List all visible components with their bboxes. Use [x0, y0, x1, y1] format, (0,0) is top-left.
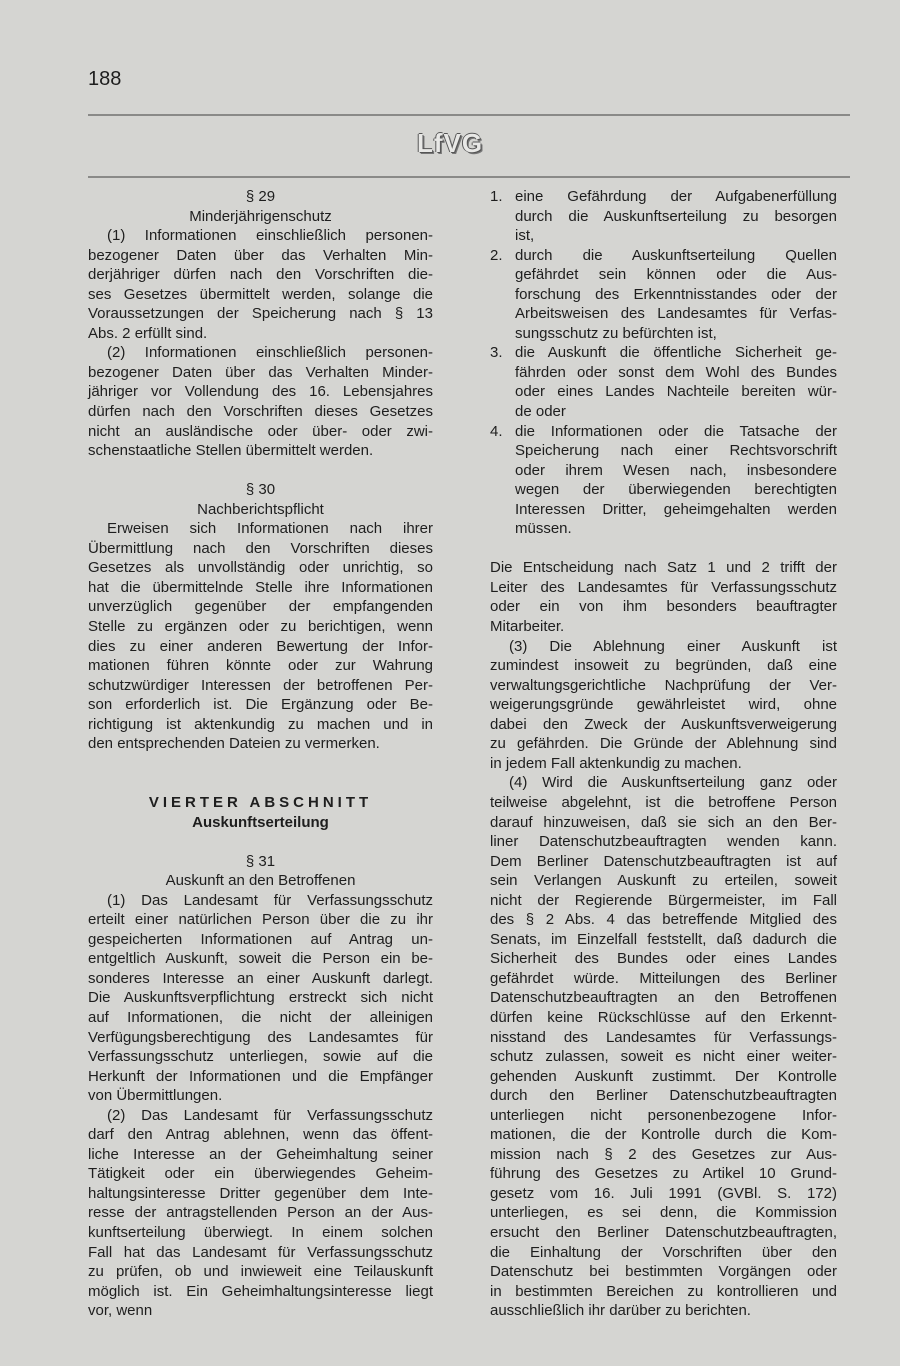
text-line: gespeicherten Informationen auf Antrag un- — [88, 930, 433, 948]
left-column — [88, 187, 433, 1321]
text-line: Nachberichtspflicht — [197, 500, 324, 518]
text-line: derjähriger dürfen nach den Vorschriften die- — [88, 266, 433, 284]
text-line: mission nach § 2 des Gesetzes zur Aus- — [490, 1145, 837, 1163]
text-line: sungsschutz zu befürchten ist, — [515, 324, 717, 342]
list-number: 2. — [490, 246, 503, 264]
text-line: darauf hinzuweisen, daß sie sich an den Ber- — [490, 813, 837, 831]
text-line: nicht der Regierende Bürgermeister, im Fall — [490, 891, 837, 909]
text-line: ausschließlich ihr darüber zu berichten. — [490, 1302, 751, 1320]
text-line: de oder — [515, 403, 566, 421]
text-line: Minderjährigenschutz — [189, 207, 332, 225]
page-number: 188 — [88, 68, 122, 90]
text-line: oder ein von ihm besonders beauftragter — [490, 598, 837, 616]
text-line: (2) Das Landesamt für Verfassungsschutz — [107, 1106, 433, 1124]
lfvg-logo: LfVG — [416, 128, 484, 158]
text-line: den entsprechenden Dateien zu vermerken. — [88, 735, 380, 753]
text-line: zu gefährden. Die Gründe der Ablehnung sind — [490, 735, 837, 753]
text-line: die Auskunft die öffentliche Sicherheit ge- — [515, 344, 837, 362]
text-line: durch den Berliner Datenschutzbeauftragten — [490, 1087, 837, 1105]
text-line: Stelle zu ergänzen oder zu berichtigen, wenn — [88, 618, 433, 636]
heading — [88, 480, 433, 519]
list-item — [490, 343, 837, 421]
text-line: schenstaatliche Stellen übermittelt werden. — [88, 442, 374, 460]
text-line: schutz zulassen, soweit es nicht einer weiter- — [490, 1048, 837, 1066]
text-line: auf Informationen, die nicht der alleinigen — [88, 1008, 433, 1026]
text-line: (2) Informationen einschließlich personen- — [107, 344, 433, 362]
text-line: Auskunftserteilung — [192, 813, 329, 831]
text-line: sein Verlangen Auskunft zu erteilen, soweit — [490, 872, 837, 890]
text-line: vor, wenn — [88, 1302, 153, 1320]
text-line: zu prüfen, ob und inwieweit eine Teilauskunft — [88, 1263, 433, 1281]
heading — [88, 852, 433, 891]
text-line: liner Datenschutzbeauftragten wenden kann. — [490, 833, 837, 851]
text-line: in bestimmten Bereichen zu kontrollieren und — [490, 1282, 837, 1300]
text-line: unverzüglich gegenüber der empfangenden — [88, 598, 433, 616]
text-line: zumindest insoweit zu begründen, daß eine — [490, 657, 837, 675]
text-line: gesetz vom 16. Juli 1991 (GVBl. S. 172) — [490, 1184, 837, 1202]
text-line: Datenschutzbeauftragten an den Betroffenen — [490, 989, 837, 1007]
text-line: teilweise abgelehnt, ist die betroffene Person — [490, 793, 837, 811]
text-line: entgeltlich Auskunft, soweit die Person ein be- — [88, 950, 433, 968]
text-line: ersucht den Berliner Datenschutzbeauftragten, — [490, 1223, 837, 1241]
list-item — [490, 422, 837, 539]
heading — [88, 813, 433, 833]
text-line: forschung des Erkenntnisstandes oder der — [515, 285, 837, 303]
text-line: erteilt einer natürlichen Person über die zu ihr — [88, 911, 433, 929]
paragraph — [88, 1106, 433, 1321]
text-line: mationen führen könnte oder zur Wahrung — [88, 657, 433, 675]
text-line: dabei den Zweck der Auskunftsverweigerung — [490, 715, 837, 733]
text-line: (1) Das Landesamt für Verfassungsschutz — [107, 891, 433, 909]
text-line: Leiter des Landesamtes für Verfassungsschutz — [490, 578, 837, 596]
text-line: Arbeitsweisen des Landesamtes für Verfas- — [515, 305, 837, 323]
text-line: sonderes Interesse an einer Auskunft darlegt. — [88, 969, 433, 987]
text-line: Erweisen sich Informationen nach ihrer — [107, 520, 433, 538]
text-line: durch die Auskunftserteilung Quellen — [515, 246, 837, 264]
text-line: haltungsinteresse Dritter gegenüber dem Inte- — [88, 1184, 433, 1202]
paragraph — [88, 226, 433, 343]
list-number: 3. — [490, 344, 503, 362]
text-line: Verfassungsschutz unterliegen, sowie auf die — [88, 1048, 433, 1066]
text-line: Fall hat das Landesamt für Verfassungsschutz — [88, 1243, 433, 1261]
text-line: Senats, im Einzelfall feststellt, daß dadurch die — [490, 930, 837, 948]
text-line: hat die übermittelnde Stelle ihre Informationen — [88, 578, 433, 596]
text-line: bezogener Daten über das Verhalten Minder- — [88, 363, 433, 381]
header-rule-top — [88, 114, 850, 116]
text-line: Sicherheit des Bundes oder eines Landes — [490, 950, 837, 968]
text-line: unterliegen, es sei denn, die Kommission — [490, 1204, 837, 1222]
text-line: nicht an ausländische oder über- oder zwi- — [88, 422, 433, 440]
text-line: oder eines Landes Nachteile bereiten wür- — [515, 383, 837, 401]
text-line: ist, — [515, 227, 535, 245]
paragraph — [88, 891, 433, 1106]
text-line: richtigung ist aktenkundig zu machen und in — [88, 715, 433, 733]
heading — [88, 187, 433, 226]
text-line: mationen, die der Kontrolle durch die Kom- — [490, 1126, 837, 1144]
text-line: wegen der überwiegenden berechtigten — [515, 481, 837, 499]
text-line: Dem Berliner Datenschutzbeauftragten ist auf — [490, 852, 837, 870]
text-line: (1) Informationen einschließlich personen- — [107, 227, 433, 245]
text-line: Interessen Dritter, geheimgehalten werden — [515, 500, 837, 518]
text-line: son erforderlich ist. Die Ergänzung oder Be- — [88, 696, 433, 714]
text-line: Datenschutz bei bestimmten Vorgängen oder — [490, 1263, 837, 1281]
text-line: dürfen keine Rückschlüsse auf den Erkennt- — [490, 1008, 837, 1026]
paragraph — [490, 637, 837, 774]
paragraph — [490, 773, 837, 1320]
text-line: führung des Gesetzes zu Artikel 10 Grund- — [490, 1165, 837, 1183]
text-line: § 31 — [245, 852, 276, 870]
header-rule-bottom — [88, 176, 850, 178]
text-line: die Informationen oder die Tatsache der — [515, 422, 837, 440]
text-line: des § 2 Abs. 4 das betreffende Mitglied des — [490, 911, 837, 929]
paragraph — [88, 343, 433, 460]
text-line: ses Gesetzes übermittelt werden, solange die — [88, 285, 433, 303]
paragraph — [88, 519, 433, 754]
text-line: gefährdet würde. Mitteilungen des Berliner — [490, 969, 837, 987]
heading — [88, 793, 433, 813]
text-line: dies zu einer anderen Bewertung der Infor- — [88, 637, 433, 655]
list-number: 4. — [490, 422, 503, 440]
text-line: (4) Wird die Auskunftserteilung ganz oder — [509, 774, 837, 792]
text-line: durch die Auskunftserteilung zu besorgen — [515, 207, 837, 225]
list-item — [490, 187, 837, 246]
text-line: Speicherung nach einer Rechtsvorschrift — [515, 442, 837, 460]
text-line: kunftserteilung überwiegt. In einem solchen — [88, 1223, 433, 1241]
text-line: weigerungsgründe gewährleistet wird, ohne — [490, 696, 837, 714]
text-line: (3) Die Ablehnung einer Auskunft ist — [509, 637, 837, 655]
text-line: gehenden Auskunft zustimmt. Der Kontrolle — [490, 1067, 837, 1085]
text-line: § 30 — [245, 481, 276, 499]
text-line: Auskunft an den Betroffenen — [165, 872, 356, 890]
text-line: Mitarbeiter. — [490, 618, 565, 636]
text-line: resse der antragstellenden Person an der Aus- — [88, 1204, 433, 1222]
text-line: von Übermittlungen. — [88, 1087, 223, 1105]
spacer — [88, 461, 433, 481]
text-line: Voraussetzungen der Speicherung nach § 13 — [88, 305, 433, 323]
text-line: fährden oder sonst dem Wohl des Bundes — [515, 363, 837, 381]
spacer — [490, 539, 837, 559]
list-item — [490, 246, 837, 344]
spacer — [88, 832, 433, 852]
text-line: Die Auskunftsverpflichtung erstreckt sich nicht — [88, 989, 433, 1007]
text-line: unterliegen nicht personenbezogene Infor- — [490, 1106, 837, 1124]
paragraph — [490, 558, 837, 636]
text-line: möglich ist. Ein Geheimhaltungsinteresse liegt — [88, 1282, 433, 1300]
text-line: Tätigkeit oder ein überwiegendes Geheim- — [88, 1165, 433, 1183]
text-line: Verfügungsberechtigung des Landesamtes für — [88, 1028, 433, 1046]
text-line: Übermittlung nach den Vorschriften dieses — [88, 539, 433, 557]
text-line: eine Gefährdung der Aufgabenerfüllung — [515, 188, 837, 205]
text-line: Abs. 2 erfüllt sind. — [88, 324, 208, 342]
list-number: 1. — [490, 188, 503, 205]
text-line: müssen. — [515, 520, 572, 538]
text-line: die Einhaltung der Vorschriften über den — [490, 1243, 837, 1261]
text-line: dürfen nach den Vorschriften dieses Gesetzes — [88, 403, 433, 421]
right-column — [490, 187, 837, 1321]
text-line: jähriger vor Vollendung des 16. Lebensjahres — [88, 383, 433, 401]
text-line: darf den Antrag ablehnen, wenn das öffent- — [88, 1126, 433, 1144]
text-line: bezogener Daten über das Verhalten Min- — [88, 246, 433, 264]
text-line: schutzwürdiger Interessen der betroffenen Per- — [88, 676, 433, 694]
text-line: nisstand des Landesamtes für Verfassungs- — [490, 1028, 837, 1046]
text-line: VIERTER ABSCHNITT — [148, 793, 373, 811]
text-line: oder ihrem Wesen nach, insbesondere — [515, 461, 837, 479]
text-line: Herkunft der Informationen und die Empfänger — [88, 1067, 433, 1085]
text-line: gefährdet sein können oder die Aus- — [515, 266, 837, 284]
spacer — [88, 754, 433, 774]
text-line: Die Entscheidung nach Satz 1 und 2 trifft der — [490, 559, 837, 577]
text-line: in jedem Fall aktenkundig zu machen. — [490, 754, 742, 772]
text-line: liche Interesse an der Geheimhaltung seiner — [88, 1145, 433, 1163]
text-line: Gesetzes als unvollständig oder unrichtig, so — [88, 559, 433, 577]
spacer — [88, 773, 433, 793]
text-line: § 29 — [245, 188, 276, 205]
text-line: verwaltungsgerichtliche Nachprüfung der Ver- — [490, 676, 837, 694]
